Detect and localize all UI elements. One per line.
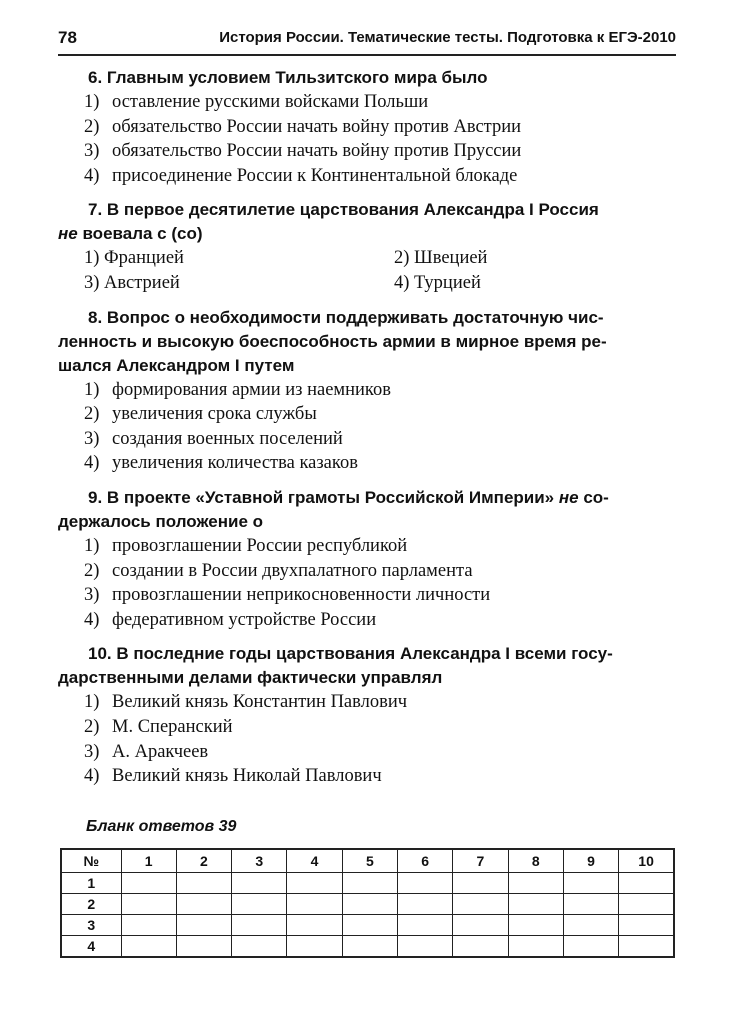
answer-header-row — [61, 849, 674, 873]
answer-cell[interactable] — [287, 873, 342, 894]
option-2: 2) М. Сперанский — [84, 716, 233, 737]
answer-cell[interactable] — [232, 915, 287, 936]
question-number: 10. — [88, 644, 112, 664]
questions-block — [58, 66, 678, 789]
header-cell-7: 7 — [453, 849, 508, 873]
option-2: 2) увеличения срока службы — [84, 404, 317, 425]
answer-cell[interactable] — [287, 936, 342, 958]
answer-cell[interactable] — [619, 915, 674, 936]
header-cell-2: 2 — [176, 849, 231, 873]
row-label: 2 — [61, 894, 121, 915]
answer-cell[interactable] — [287, 915, 342, 936]
answer-cell[interactable] — [619, 873, 674, 894]
answer-row — [61, 915, 674, 936]
question-number: 9. — [88, 487, 103, 507]
answer-cell[interactable] — [508, 894, 563, 915]
option-1: 1) Великий князь Константин Павлович — [84, 692, 408, 713]
answer-cell[interactable] — [619, 894, 674, 915]
question-text-line-2: дарственными делами фактически управлял — [58, 668, 443, 688]
header-cell-number: № — [61, 849, 121, 873]
option-3: 3) создания военных поселений — [84, 428, 343, 449]
question-text-line-3: шался Александром I путем — [58, 355, 295, 375]
emphasis-ne: не — [558, 487, 579, 507]
option-4: 4) Турцией — [394, 272, 481, 293]
question-8 — [58, 306, 678, 476]
row-label: 1 — [61, 873, 121, 894]
answer-cell[interactable] — [121, 915, 176, 936]
answer-cell[interactable] — [232, 936, 287, 958]
answer-cell[interactable] — [176, 873, 231, 894]
options-grid — [58, 246, 678, 295]
option-3: 3) А. Аракчеев — [84, 741, 209, 762]
question-number: 7. — [88, 200, 103, 220]
answer-cell[interactable] — [508, 915, 563, 936]
answer-cell[interactable] — [287, 894, 342, 915]
question-10 — [58, 642, 678, 788]
question-text: Главным условием Тильзитского мира было — [106, 68, 488, 87]
answer-cell[interactable] — [121, 873, 176, 894]
answer-cell[interactable] — [397, 873, 452, 894]
answer-cell[interactable] — [453, 936, 508, 958]
question-text-line-1: Вопрос о необходимости поддерживать достаточную чис- — [106, 307, 604, 327]
answer-cell[interactable] — [397, 894, 452, 915]
question-text: В первое десятилетие царствования Александра I Россия — [106, 200, 599, 220]
option-2: 2) обязательство России начать войну против Австрии — [84, 116, 522, 137]
row-label: 4 — [61, 936, 121, 958]
answer-cell[interactable] — [563, 915, 618, 936]
answer-cell[interactable] — [342, 936, 397, 958]
answer-cell[interactable] — [121, 936, 176, 958]
question-9: 9. В проекте «Уставной грамоты Российской Империи» не со- держалось положение о 1) провозглашении России республикой 2) создании в России двухпалатного парламента 3) провозглашении неприкосновенности личности 4) федеративном устройстве России — [58, 486, 678, 632]
page-header — [58, 26, 676, 56]
option-4: 4) присоединение России к Континентальной блокаде — [84, 165, 518, 186]
answer-cell[interactable] — [508, 936, 563, 958]
answer-cell[interactable] — [563, 873, 618, 894]
answer-cell[interactable] — [397, 936, 452, 958]
option-4: 4) федеративном устройстве России — [84, 609, 377, 630]
option-4: 4) увеличения количества казаков — [84, 453, 358, 474]
emphasis-ne: не — [58, 224, 78, 244]
question-text-line-1: В последние годы царствования Александра I всеми госу- — [116, 644, 613, 664]
answer-row — [61, 936, 674, 958]
question-7: 7. В первое десятилетие царствования Александра I Россия не воевала с (со) 1) Францией 2) Швецией 3) Австрией 4) Турцией — [58, 198, 678, 295]
header-cell-1: 1 — [121, 849, 176, 873]
header-cell-3: 3 — [232, 849, 287, 873]
question-text-line-2: ленность и высокую боеспособность армии в мирное время ре- — [58, 331, 607, 351]
option-2: 2) Швецией — [394, 248, 488, 269]
answer-cell[interactable] — [397, 915, 452, 936]
answer-sheet-table — [60, 848, 675, 958]
option-2: 2) создании в России двухпалатного парламента — [84, 560, 473, 581]
answer-cell[interactable] — [342, 894, 397, 915]
answer-cell[interactable] — [176, 936, 231, 958]
answer-cell[interactable] — [508, 873, 563, 894]
header-cell-9: 9 — [563, 849, 618, 873]
answer-cell[interactable] — [563, 894, 618, 915]
option-1: 1) Францией — [84, 248, 184, 269]
answer-cell[interactable] — [453, 894, 508, 915]
answer-cell[interactable] — [342, 873, 397, 894]
question-text-line-2: держалось положение о — [58, 511, 264, 531]
running-title: История России. Тематические тесты. Подготовка к ЕГЭ-2010 — [219, 29, 676, 46]
option-3: 3) обязательство России начать войну против Пруссии — [84, 141, 522, 162]
answer-cell[interactable] — [342, 915, 397, 936]
header-cell-5: 5 — [342, 849, 397, 873]
answer-cell[interactable] — [453, 915, 508, 936]
header-cell-4: 4 — [287, 849, 342, 873]
option-1: 1) формирования армии из наемников — [84, 379, 391, 400]
row-label: 3 — [61, 915, 121, 936]
answer-cell[interactable] — [563, 936, 618, 958]
option-3: 3) провозглашении неприкосновенности личности — [84, 585, 491, 606]
option-1: 1) провозглашении России республикой — [84, 535, 408, 556]
question-6 — [58, 66, 678, 188]
option-4: 4) Великий князь Николай Павлович — [84, 766, 382, 787]
answer-row — [61, 894, 674, 915]
header-cell-8: 8 — [508, 849, 563, 873]
header-cell-6: 6 — [397, 849, 452, 873]
option-1: 1) оставление русскими войсками Польши — [84, 92, 429, 112]
answer-cell[interactable] — [176, 915, 231, 936]
question-number: 6. — [88, 68, 103, 87]
option-3: 3) Австрией — [84, 272, 180, 293]
answer-cell[interactable] — [453, 873, 508, 894]
answer-sheet-title: Бланк ответов 39 — [86, 818, 237, 835]
page-number: 78 — [58, 28, 77, 47]
header-cell-10: 10 — [619, 849, 674, 873]
answer-cell[interactable] — [121, 894, 176, 915]
answer-row — [61, 873, 674, 894]
answer-cell[interactable] — [176, 894, 231, 915]
answer-cell[interactable] — [619, 936, 674, 958]
answer-cell[interactable] — [232, 873, 287, 894]
answer-cell[interactable] — [232, 894, 287, 915]
question-number: 8. — [88, 307, 103, 327]
